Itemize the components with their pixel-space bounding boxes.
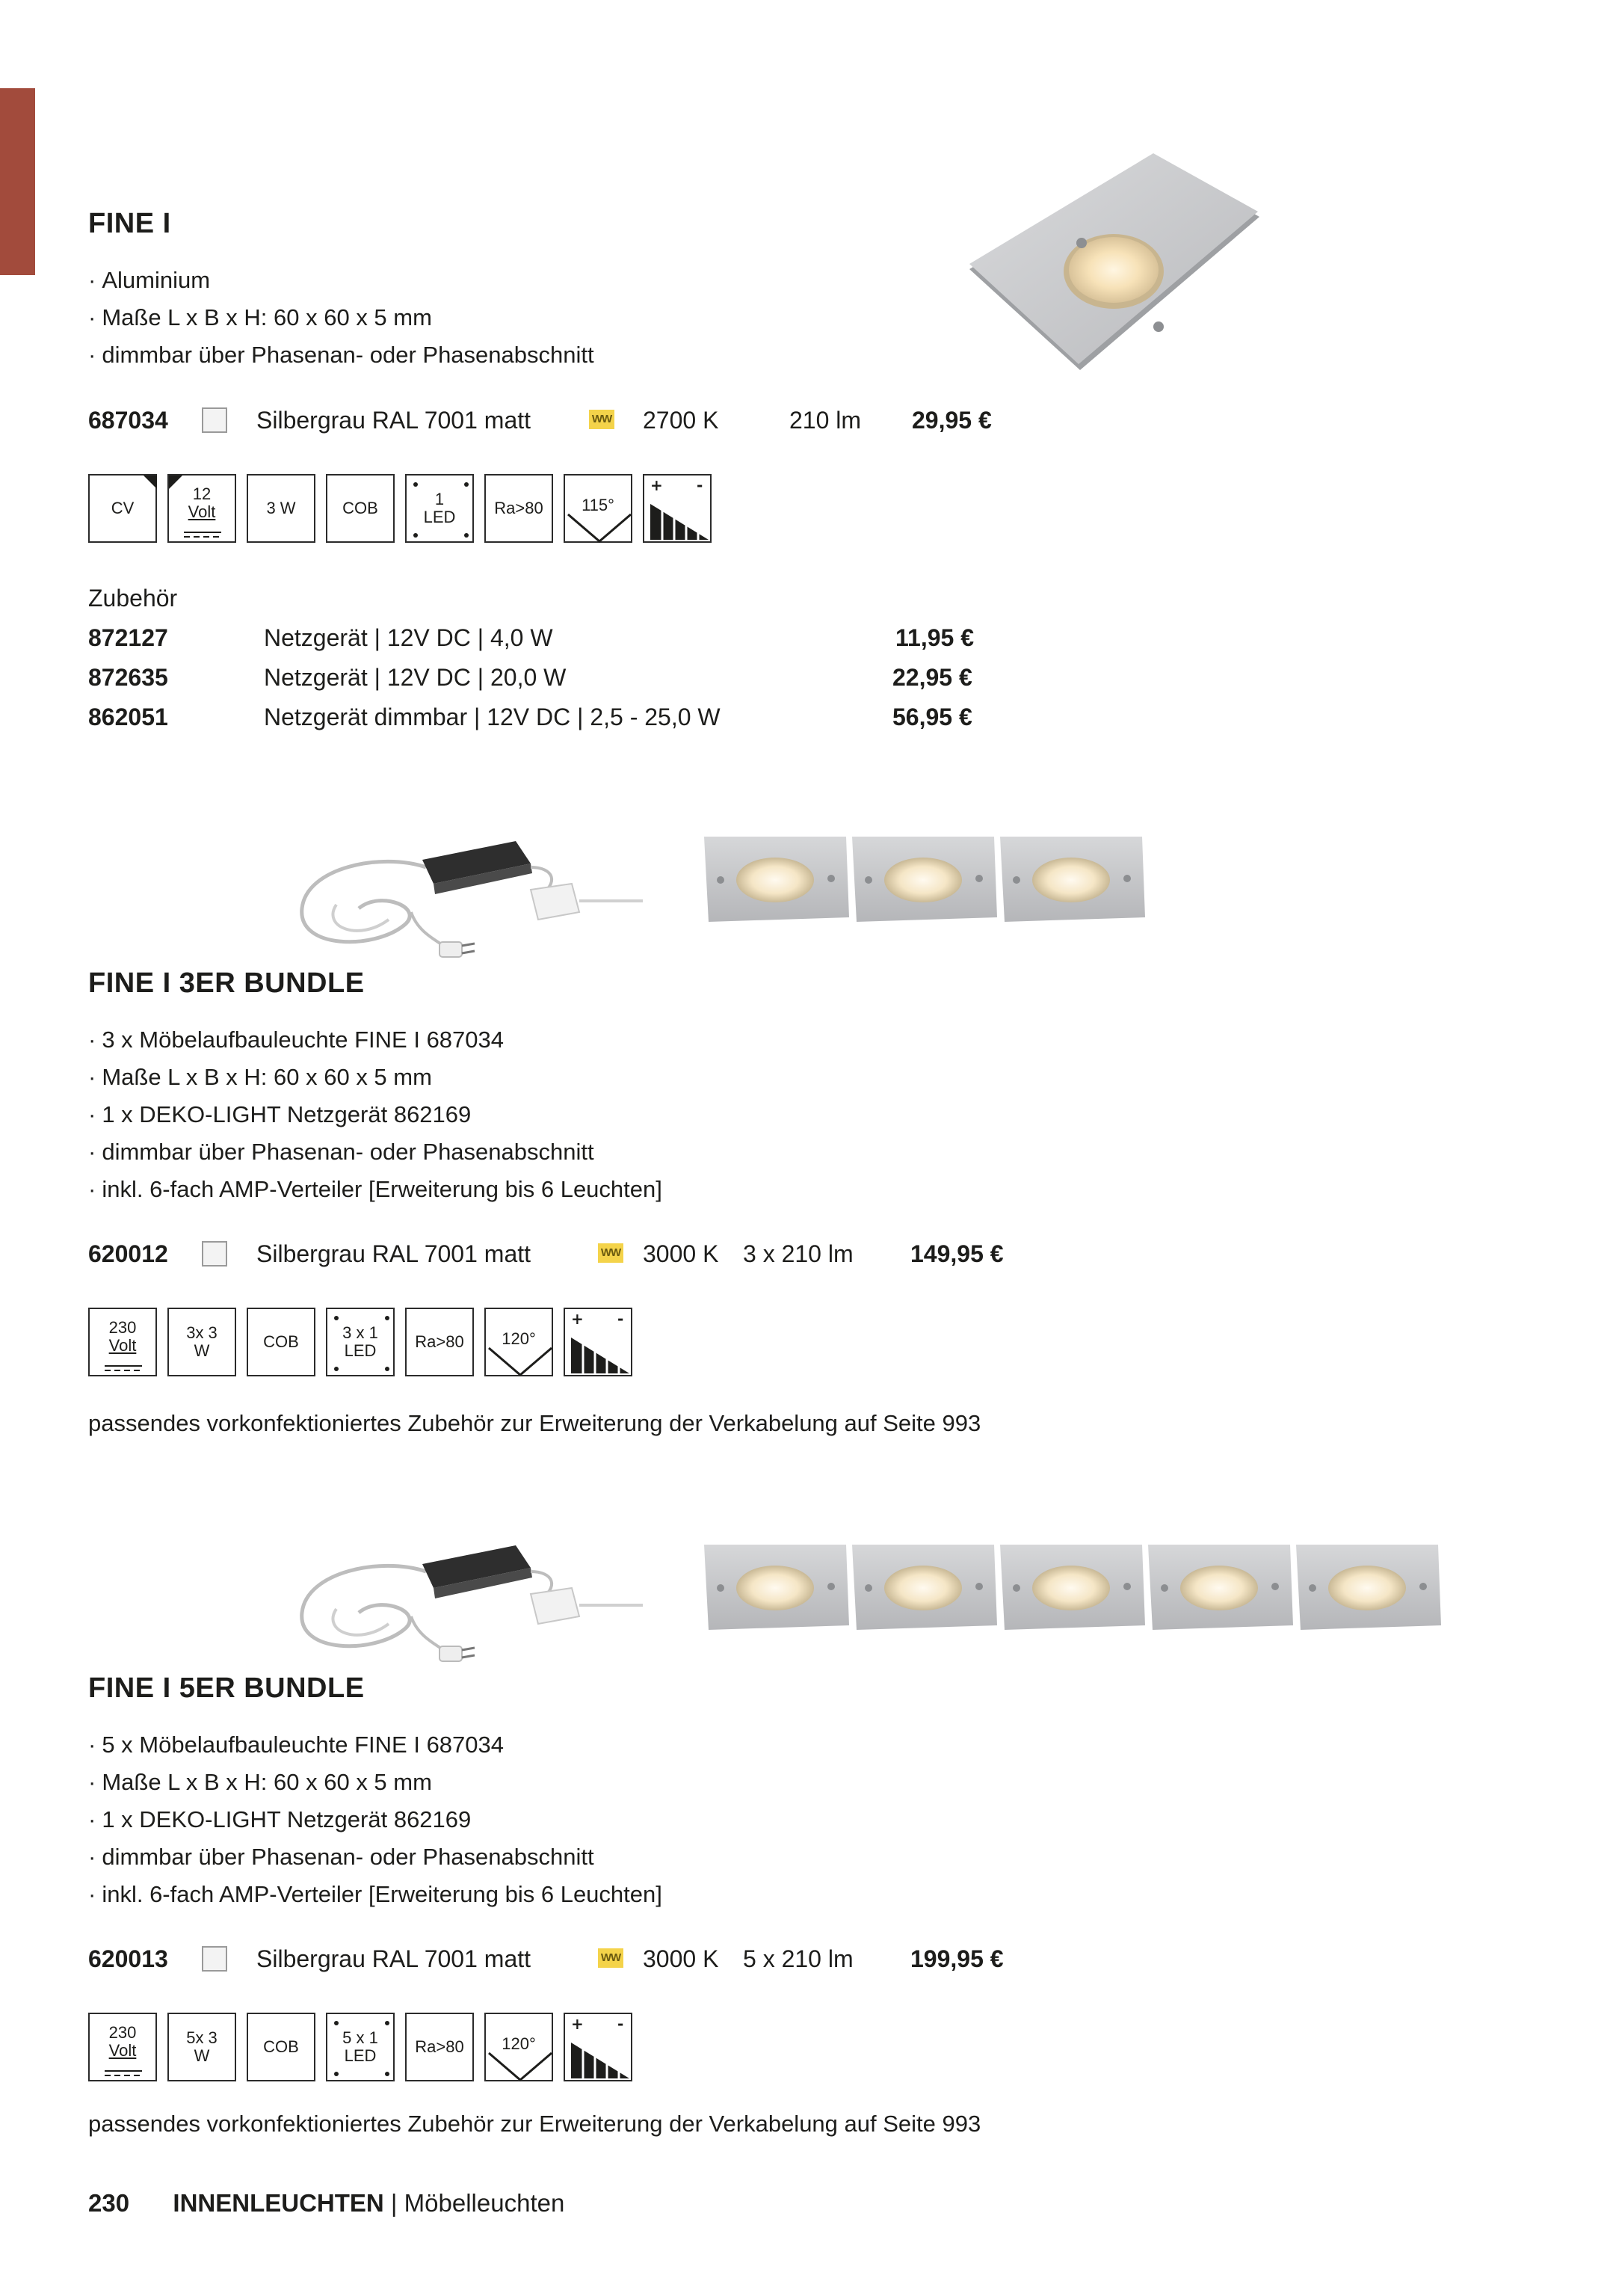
power-icon: 3 W — [247, 474, 315, 543]
feature-item: · dimmbar über Phasenan- oder Phasenabschnitt — [88, 1838, 662, 1876]
feature-item: · Maße L x B x H: 60 x 60 x 5 mm — [88, 1059, 662, 1096]
beam-angle-icon: 115° — [564, 474, 632, 543]
accessory-article: 872635 — [88, 664, 168, 691]
article-number: 687034 — [88, 407, 168, 434]
color-name: Silbergrau RAL 7001 matt — [256, 1240, 531, 1267]
svg-text:-: - — [697, 476, 703, 494]
product-line — [88, 1942, 1060, 1975]
feature-item: · dimmbar über Phasenan- oder Phasenabschnitt — [88, 1133, 662, 1171]
feature-item: · Maße L x B x H: 60 x 60 x 5 mm — [88, 1764, 662, 1801]
color-temperature: 3000 K — [643, 1945, 719, 1972]
power-supply-image — [292, 1542, 650, 1669]
accessory-row — [88, 658, 985, 698]
page-footer — [88, 2189, 564, 2217]
dimmable-icon — [564, 2013, 632, 2081]
section-title: FINE I 5ER BUNDLE — [88, 1672, 365, 1704]
spec-icons — [88, 474, 731, 546]
feature-item: · 3 x Möbelaufbauleuchte FINE I 687034 — [88, 1021, 662, 1059]
feature-item: · inkl. 6-fach AMP-Verteiler [Erweiterung bis 6 Leuchten] — [88, 1171, 662, 1208]
section-title: FINE I — [88, 208, 171, 239]
feature-list — [88, 1726, 662, 1913]
feature-item: · 5 x Möbelaufbauleuchte FINE I 687034 — [88, 1726, 662, 1764]
constant-voltage-icon: CV — [88, 474, 157, 543]
chapter-marker — [0, 88, 35, 275]
warm-white-badge: WW — [598, 1948, 623, 1968]
product-image-fine-i — [968, 153, 1267, 378]
footer-separator: | — [390, 2189, 398, 2217]
power-icon: 3x 3 W — [167, 1308, 236, 1376]
feature-item: · 1 x DEKO-LIGHT Netzgerät 862169 — [88, 1096, 662, 1133]
luminous-flux: 5 x 210 lm — [743, 1945, 854, 1972]
accessory-price: 11,95 € — [895, 624, 974, 651]
accessory-price: 56,95 € — [892, 704, 972, 730]
spec-icons — [88, 1308, 656, 1379]
led-count-icon: 5 x 1 LED — [326, 2013, 395, 2081]
feature-list — [88, 262, 594, 374]
feature-item: · inkl. 6-fach AMP-Verteiler [Erweiterung bis 6 Leuchten] — [88, 1876, 662, 1913]
color-temperature: 2700 K — [643, 407, 719, 434]
accessory-article: 862051 — [88, 704, 168, 730]
price: 149,95 € — [910, 1240, 1004, 1267]
article-number: 620012 — [88, 1240, 168, 1267]
fine-i-light-image — [968, 153, 1267, 378]
voltage-icon: 12 Volt — [167, 474, 236, 543]
feature-item: · dimmbar über Phasenan- oder Phasenabschnitt — [88, 336, 594, 374]
color-swatch — [202, 1946, 227, 1972]
svg-text:+: + — [650, 476, 663, 494]
color-swatch — [202, 1241, 227, 1267]
color-name: Silbergrau RAL 7001 matt — [256, 1945, 531, 1972]
feature-item: · Aluminium — [88, 262, 594, 299]
warm-white-badge: WW — [598, 1243, 623, 1263]
accessory-row — [88, 698, 985, 737]
product-line — [88, 404, 1060, 437]
svg-text:-: - — [617, 2015, 624, 2033]
luminous-flux: 3 x 210 lm — [743, 1240, 854, 1267]
beam-angle-icon: 120° — [484, 2013, 553, 2081]
cob-icon: COB — [326, 474, 395, 543]
footer-subcategory: Möbelleuchten — [404, 2189, 565, 2217]
cob-icon: COB — [247, 1308, 315, 1376]
footer-category: INNENLEUCHTEN — [173, 2189, 384, 2217]
price: 199,95 € — [910, 1945, 1004, 1972]
svg-text:-: - — [617, 1310, 624, 1328]
luminous-flux: 210 lm — [789, 407, 862, 434]
color-name: Silbergrau RAL 7001 matt — [256, 407, 531, 434]
led-count-icon: 3 x 1 LED — [326, 1308, 395, 1376]
accessory-article: 872127 — [88, 624, 168, 651]
accessory-description: Netzgerät | 12V DC | 20,0 W — [264, 664, 567, 691]
voltage-icon: 230 Volt — [88, 1308, 157, 1376]
color-swatch — [202, 407, 227, 433]
cabling-note: passendes vorkonfektioniertes Zubehör zur Erweiterung der Verkabelung auf Seite 993 — [88, 2111, 981, 2137]
led-count-icon: 1 LED — [405, 474, 474, 543]
voltage-icon: 230 Volt — [88, 2013, 157, 2081]
light-panel-image — [704, 1543, 1444, 1633]
color-rendering-icon: Ra>80 — [484, 474, 553, 543]
warm-white-badge: WW — [589, 410, 614, 429]
feature-list — [88, 1021, 662, 1208]
spec-icons — [88, 2013, 656, 2084]
product-line — [88, 1237, 1060, 1270]
cob-icon: COB — [247, 2013, 315, 2081]
color-temperature: 3000 K — [643, 1240, 719, 1267]
dimmable-icon — [564, 1308, 632, 1376]
accessory-description: Netzgerät dimmbar | 12V DC | 2,5 - 25,0 W — [264, 704, 721, 730]
page-number: 230 — [88, 2189, 130, 2217]
section-title: FINE I 3ER BUNDLE — [88, 967, 365, 999]
light-panel-image — [704, 835, 1145, 925]
power-icon: 5x 3 W — [167, 2013, 236, 2081]
accessory-price: 22,95 € — [892, 664, 972, 691]
price: 29,95 € — [912, 407, 992, 434]
dimmable-icon — [643, 474, 712, 543]
accessories — [88, 579, 985, 737]
accessory-description: Netzgerät | 12V DC | 4,0 W — [264, 624, 553, 651]
power-supply-image — [292, 837, 650, 964]
color-rendering-icon: Ra>80 — [405, 1308, 474, 1376]
accessory-row — [88, 618, 985, 658]
article-number: 620013 — [88, 1945, 168, 1972]
feature-item: · Maße L x B x H: 60 x 60 x 5 mm — [88, 299, 594, 336]
color-rendering-icon: Ra>80 — [405, 2013, 474, 2081]
cabling-note: passendes vorkonfektioniertes Zubehör zur Erweiterung der Verkabelung auf Seite 993 — [88, 1410, 981, 1436]
svg-text:+: + — [571, 2015, 584, 2033]
feature-item: · 1 x DEKO-LIGHT Netzgerät 862169 — [88, 1801, 662, 1838]
accessories-label: Zubehör — [88, 585, 178, 612]
svg-text:+: + — [571, 1310, 584, 1328]
beam-angle-icon: 120° — [484, 1308, 553, 1376]
